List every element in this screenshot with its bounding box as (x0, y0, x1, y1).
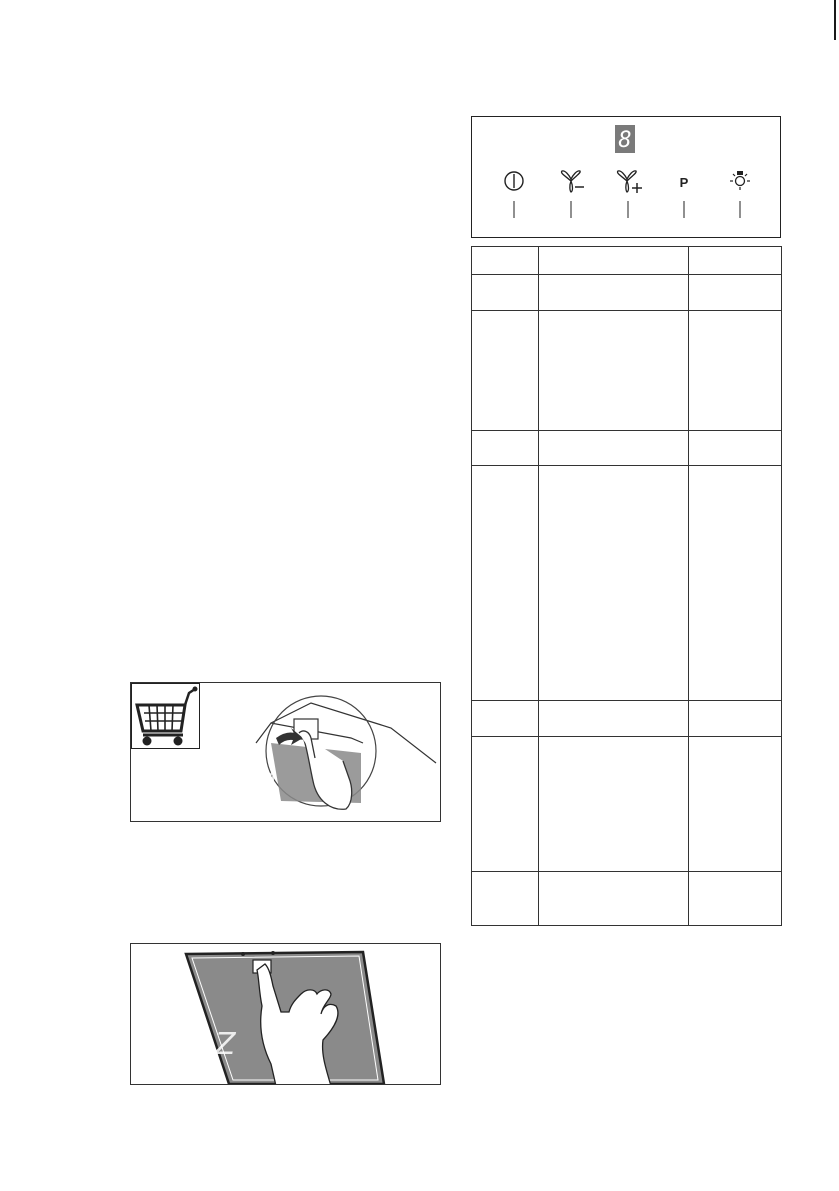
p-icon-label: P (679, 175, 689, 190)
table-cell (689, 466, 782, 701)
table-cell (689, 311, 782, 431)
table-cell (689, 737, 782, 872)
control-panel-svg (472, 117, 782, 239)
display-digit: 8 (618, 128, 632, 153)
table-row (472, 466, 782, 701)
svg-text:Z: Z (215, 1027, 236, 1062)
seven-segment-display (615, 125, 635, 153)
table-row (472, 431, 782, 466)
table-cell (472, 431, 539, 466)
table-cell (689, 247, 782, 275)
crop-mark (834, 0, 836, 40)
shopping-cart-icon (132, 684, 200, 749)
table-cell (689, 872, 782, 926)
table-row (472, 701, 782, 737)
table-row (472, 872, 782, 926)
lamp-icon[interactable] (730, 171, 750, 218)
table-cell (539, 431, 689, 466)
fan-minus-icon[interactable] (561, 171, 584, 218)
table-cell (472, 466, 539, 701)
figure-filter-removal (130, 943, 441, 1085)
table-cell (539, 311, 689, 431)
grease-filter-icon (186, 951, 384, 1085)
svg-text:M: M (254, 767, 277, 797)
program-button[interactable] (680, 175, 689, 218)
table-cell (539, 701, 689, 737)
table-cell (472, 275, 539, 311)
figure-filter-latch (130, 682, 441, 822)
hood-edge-drawing (254, 696, 436, 809)
table-row (472, 275, 782, 311)
table-cell (689, 275, 782, 311)
latch-illustration (131, 683, 441, 822)
table-cell (472, 737, 539, 872)
filter-illustration (131, 944, 441, 1085)
table-cell (539, 247, 689, 275)
table-row (472, 311, 782, 431)
table-cell (472, 311, 539, 431)
table-cell (472, 701, 539, 737)
table-row (472, 737, 782, 872)
table-cell (539, 466, 689, 701)
table-cell (689, 431, 782, 466)
table-cell (689, 701, 782, 737)
table-cell (472, 872, 539, 926)
table-cell (539, 275, 689, 311)
power-icon[interactable] (505, 172, 523, 218)
control-panel-diagram (471, 116, 781, 238)
table-cell (472, 247, 539, 275)
table-cell (539, 737, 689, 872)
controls-table (471, 246, 782, 926)
table-header-row (472, 247, 782, 275)
table-cell (539, 872, 689, 926)
fan-plus-icon[interactable] (617, 171, 642, 218)
